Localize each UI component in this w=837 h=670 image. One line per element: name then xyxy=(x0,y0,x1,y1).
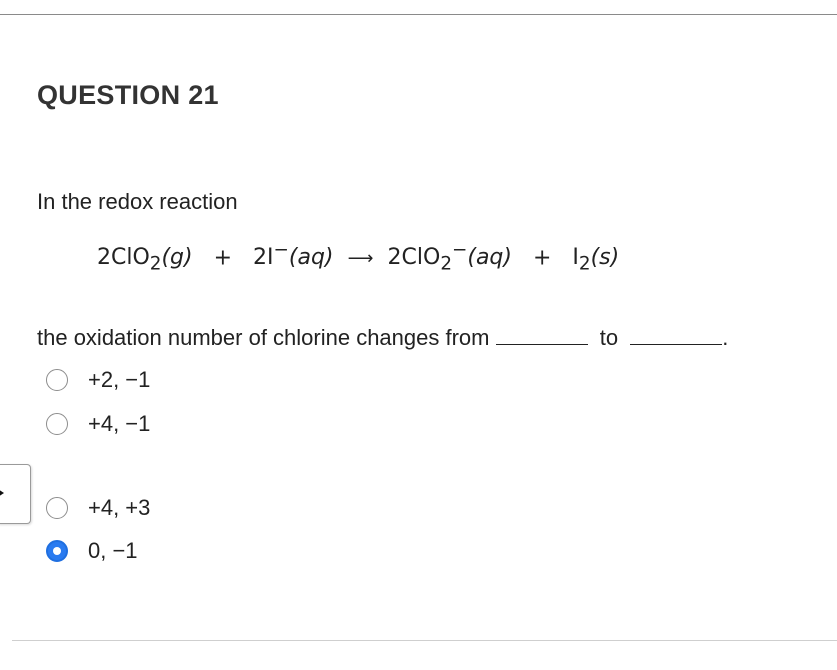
answer-option-4[interactable] xyxy=(46,537,138,565)
product-2: $I_2(s)$ xyxy=(572,245,620,275)
blank-1 xyxy=(496,326,588,345)
radio-button[interactable] xyxy=(46,497,68,519)
stem-period: . xyxy=(722,325,729,350)
radio-button[interactable] xyxy=(46,413,68,435)
option-label: +4, +3 xyxy=(88,495,151,520)
blank-2 xyxy=(630,326,722,345)
option-label: 0, −1 xyxy=(88,538,138,563)
chevron-right-icon xyxy=(0,489,4,497)
option-label: +4, −1 xyxy=(88,411,151,436)
option-label: +2, −1 xyxy=(88,367,151,392)
reaction-arrow: ⟶ xyxy=(347,248,374,270)
radio-button[interactable] xyxy=(46,369,68,391)
top-divider xyxy=(0,14,837,15)
answer-option-1[interactable] xyxy=(46,366,150,394)
stem-text: the oxidation number of chlorine changes from xyxy=(37,325,490,350)
answer-option-3[interactable] xyxy=(46,494,150,522)
reactant-2: 2I−(aq) xyxy=(253,240,334,271)
bottom-divider xyxy=(12,640,837,641)
radio-button-selected[interactable] xyxy=(46,540,68,562)
reactant-1: 2ClO$_2$(g) xyxy=(97,245,193,275)
answer-option-2[interactable] xyxy=(46,410,150,438)
question-intro: In the redox reaction xyxy=(37,189,238,214)
side-panel-toggle[interactable] xyxy=(0,464,31,524)
stem-to: to xyxy=(599,325,619,350)
plus-sign: + xyxy=(213,245,233,271)
question-title: QUESTION 21 xyxy=(37,80,219,110)
reaction-equation xyxy=(97,240,619,275)
question-stem xyxy=(37,325,728,351)
plus-sign: + xyxy=(532,245,552,271)
product-1: 2ClO$_2$−(aq) xyxy=(387,240,512,275)
